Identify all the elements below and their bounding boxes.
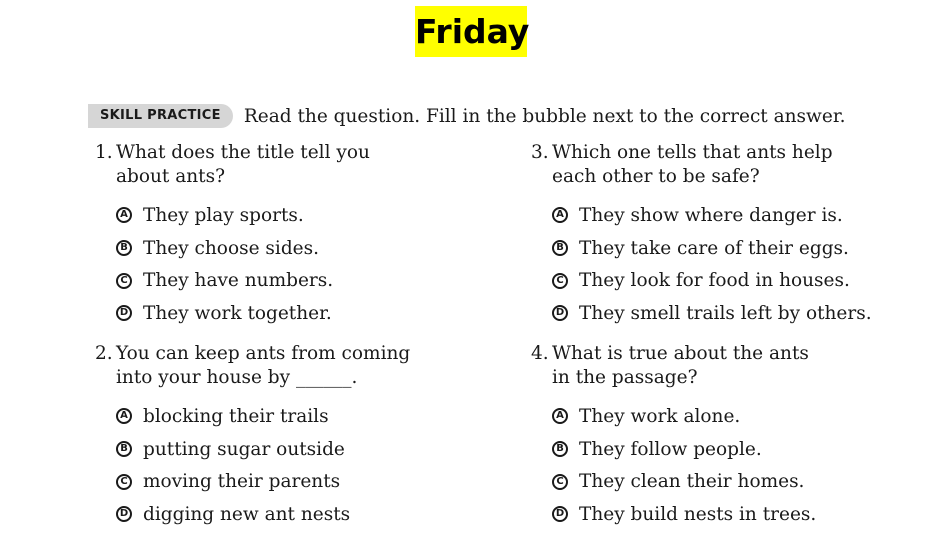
option-text: They take care of their eggs. bbox=[579, 237, 849, 259]
answer-option-d[interactable] bbox=[552, 498, 931, 531]
answer-option-b[interactable] bbox=[116, 232, 495, 265]
answer-option-d[interactable] bbox=[552, 297, 931, 330]
option-text: They build nests in trees. bbox=[579, 503, 817, 525]
option-text: They clean their homes. bbox=[579, 471, 805, 493]
answer-bubble[interactable]: C bbox=[552, 273, 568, 289]
option-text: They smell trails left by others. bbox=[579, 302, 872, 324]
option-text: They play sports. bbox=[143, 204, 304, 226]
question-text: Which one tells that ants help each other to be safe? bbox=[552, 142, 833, 187]
page-title: Friday bbox=[415, 6, 527, 57]
answer-option-c[interactable] bbox=[552, 465, 931, 498]
answer-bubble[interactable]: B bbox=[116, 441, 132, 457]
answer-option-c[interactable] bbox=[552, 264, 931, 297]
answer-bubble[interactable]: A bbox=[552, 207, 568, 223]
option-text: They choose sides. bbox=[143, 237, 319, 259]
option-text: They show where danger is. bbox=[579, 204, 843, 226]
answer-option-d[interactable] bbox=[116, 498, 495, 531]
option-text: They work alone. bbox=[579, 405, 741, 427]
option-text: They have numbers. bbox=[143, 270, 334, 292]
question-3 bbox=[531, 141, 931, 330]
option-text: blocking their trails bbox=[143, 405, 329, 427]
answer-bubble[interactable]: B bbox=[552, 441, 568, 457]
answer-bubble[interactable]: A bbox=[116, 207, 132, 223]
option-text: putting sugar outside bbox=[143, 438, 345, 460]
question-number: 4. bbox=[531, 343, 549, 364]
instructions-text: Read the question. Fill in the bubble next to the correct answer. bbox=[243, 105, 846, 127]
answer-bubble[interactable]: C bbox=[116, 273, 132, 289]
answer-option-a[interactable] bbox=[116, 199, 495, 232]
answer-option-b[interactable] bbox=[552, 433, 931, 466]
question-text: What is true about the ants in the passage? bbox=[552, 343, 809, 388]
answer-bubble[interactable]: B bbox=[552, 240, 568, 256]
question-text: You can keep ants from coming into your house by ______. bbox=[116, 343, 411, 388]
option-text: They look for food in houses. bbox=[579, 270, 850, 292]
answer-option-c[interactable] bbox=[116, 264, 495, 297]
answer-bubble[interactable]: D bbox=[116, 506, 132, 522]
instructions bbox=[88, 104, 846, 128]
option-text: They follow people. bbox=[579, 438, 762, 460]
answer-option-b[interactable] bbox=[116, 433, 495, 466]
question-number: 2. bbox=[95, 343, 113, 364]
answer-option-c[interactable] bbox=[116, 465, 495, 498]
answer-bubble[interactable]: D bbox=[552, 506, 568, 522]
answer-bubble[interactable]: D bbox=[552, 305, 568, 321]
question-2 bbox=[95, 342, 495, 531]
answer-option-a[interactable] bbox=[552, 400, 931, 433]
answer-bubble[interactable]: D bbox=[116, 305, 132, 321]
answer-bubble[interactable]: A bbox=[552, 408, 568, 424]
question-4 bbox=[531, 342, 931, 531]
question-text: What does the title tell you about ants? bbox=[116, 142, 370, 187]
answer-bubble[interactable]: C bbox=[116, 474, 132, 490]
question-1 bbox=[95, 141, 495, 330]
option-text: moving their parents bbox=[143, 471, 341, 493]
answer-option-a[interactable] bbox=[552, 199, 931, 232]
answer-bubble[interactable]: A bbox=[116, 408, 132, 424]
question-number: 3. bbox=[531, 142, 549, 163]
answer-option-a[interactable] bbox=[116, 400, 495, 433]
option-text: They work together. bbox=[143, 302, 332, 324]
answer-bubble[interactable]: B bbox=[116, 240, 132, 256]
answer-option-b[interactable] bbox=[552, 232, 931, 265]
answer-bubble[interactable]: C bbox=[552, 474, 568, 490]
option-text: digging new ant nests bbox=[143, 503, 351, 525]
skill-practice-tag: SKILL PRACTICE bbox=[88, 104, 233, 128]
question-number: 1. bbox=[95, 142, 113, 163]
answer-option-d[interactable] bbox=[116, 297, 495, 330]
